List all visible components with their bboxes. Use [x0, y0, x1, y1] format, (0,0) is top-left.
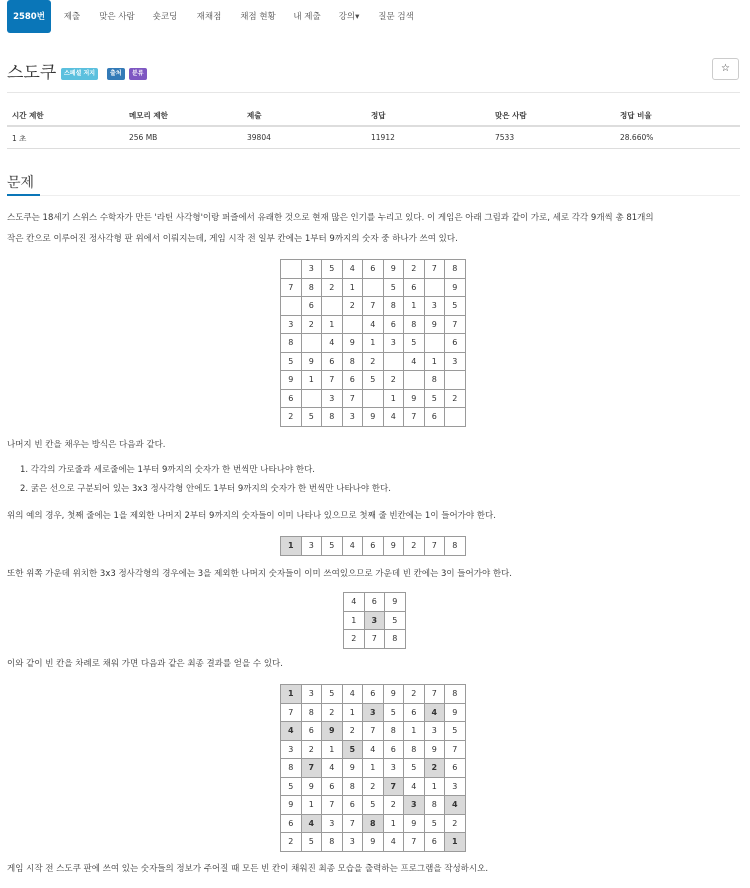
problem-title: 스도쿠 — [7, 63, 57, 83]
value-solvers: 7533 — [495, 133, 515, 142]
grid-cell: 4 — [322, 759, 343, 778]
grid-cell: 8 — [445, 537, 466, 556]
label-special-judge[interactable]: 스페셜 저지 — [61, 68, 98, 80]
grid-cell: 1 — [424, 352, 445, 371]
grid-cell: 5 — [404, 334, 425, 353]
grid-row — [281, 260, 466, 279]
grid-cell: 2 — [383, 796, 404, 815]
grid-cell: 9 — [281, 796, 302, 815]
grid-cell: 9 — [383, 260, 404, 279]
grid-cell: 9 — [342, 334, 363, 353]
grid-cell: 3 — [301, 537, 322, 556]
grid-cell: 1 — [404, 722, 425, 741]
grid-cell: 4 — [281, 722, 302, 741]
grid-cell: 5 — [301, 833, 322, 852]
section-underline — [7, 194, 40, 196]
grid-cell: 9 — [424, 740, 445, 759]
tab-rejudge[interactable]: 재채점 — [196, 12, 222, 22]
grid-cell: 5 — [322, 537, 343, 556]
grid-cell: 6 — [281, 814, 302, 833]
grid-cell: 4 — [301, 814, 322, 833]
grid-row — [281, 408, 466, 427]
grid-cell: 2 — [445, 389, 466, 408]
sudoku-solution-image — [280, 684, 466, 852]
box-example-image — [343, 592, 406, 649]
grid-cell: 3 — [281, 740, 302, 759]
grid-cell: 9 — [383, 537, 404, 556]
grid-cell: 7 — [322, 371, 343, 390]
grid-cell: 3 — [424, 722, 445, 741]
grid-cell: 3 — [363, 703, 384, 722]
problem-text-5: 이와 같이 빈 칸을 차례로 채워 가면 다음과 같은 최종 결과를 얻을 수 있다. — [7, 659, 283, 669]
value-memory-limit: 256 MB — [129, 133, 158, 142]
grid-row — [281, 759, 466, 778]
label-source[interactable]: 출처 — [107, 68, 125, 80]
grid-cell — [383, 352, 404, 371]
grid-cell: 9 — [322, 722, 343, 741]
tab-short-coding[interactable]: 숏코딩 — [152, 12, 178, 22]
grid-cell — [342, 315, 363, 334]
grid-cell: 4 — [342, 685, 363, 704]
grid-cell: 7 — [364, 630, 385, 649]
grid-cell: 4 — [363, 740, 384, 759]
grid-cell: 6 — [424, 408, 445, 427]
grid-cell: 7 — [445, 315, 466, 334]
grid-cell — [301, 334, 322, 353]
grid-cell: 1 — [301, 796, 322, 815]
grid-row — [281, 796, 466, 815]
grid-cell: 6 — [424, 833, 445, 852]
grid-cell: 9 — [363, 833, 384, 852]
grid-cell: 5 — [383, 703, 404, 722]
grid-cell: 4 — [322, 334, 343, 353]
tab-problem[interactable]: 2580번 — [7, 0, 51, 33]
grid-cell: 5 — [363, 796, 384, 815]
grid-row — [281, 537, 466, 556]
grid-cell: 1 — [342, 703, 363, 722]
grid-cell: 2 — [322, 703, 343, 722]
grid-cell: 6 — [364, 593, 385, 612]
grid-row — [344, 611, 406, 630]
grid-cell: 8 — [424, 796, 445, 815]
grid-row — [281, 278, 466, 297]
grid-cell: 7 — [301, 759, 322, 778]
grid-cell: 5 — [383, 278, 404, 297]
problem-text-6: 게임 시작 전 스도쿠 판에 쓰여 있는 숫자들의 정보가 주어질 때 모든 빈 칸이 채워진 최종 모습을 출력하는 프로그램을 작성하시오. — [7, 864, 489, 874]
grid-cell: 3 — [342, 408, 363, 427]
grid-row — [281, 371, 466, 390]
rule-item-2: 2. 굵은 선으로 구분되어 있는 3x3 정사각형 안에도 1부터 9까지의 숫자가 한 번씩만 나타나야 한다. — [20, 484, 391, 494]
grid-cell: 4 — [383, 833, 404, 852]
grid-cell: 8 — [404, 740, 425, 759]
grid-cell: 5 — [385, 611, 406, 630]
grid-cell: 7 — [383, 777, 404, 796]
grid-cell: 2 — [301, 315, 322, 334]
grid-cell: 2 — [344, 630, 365, 649]
grid-cell: 3 — [383, 334, 404, 353]
grid-cell — [445, 408, 466, 427]
grid-cell: 3 — [424, 297, 445, 316]
grid-cell: 4 — [363, 315, 384, 334]
grid-row — [281, 334, 466, 353]
grid-cell: 4 — [424, 703, 445, 722]
grid-cell — [404, 371, 425, 390]
grid-cell: 3 — [342, 833, 363, 852]
grid-cell: 8 — [322, 833, 343, 852]
grid-cell: 9 — [363, 408, 384, 427]
value-accepted: 11912 — [371, 133, 395, 142]
grid-cell: 7 — [424, 260, 445, 279]
grid-row — [344, 593, 406, 612]
grid-cell: 6 — [342, 371, 363, 390]
grid-row — [281, 389, 466, 408]
grid-row — [281, 315, 466, 334]
grid-cell — [301, 389, 322, 408]
grid-cell: 6 — [322, 777, 343, 796]
grid-cell: 1 — [445, 833, 466, 852]
grid-cell — [322, 297, 343, 316]
grid-cell: 4 — [404, 352, 425, 371]
grid-cell: 1 — [383, 389, 404, 408]
grid-cell: 1 — [424, 777, 445, 796]
problem-text-4: 또한 위쪽 가운데 위치한 3x3 정사각형의 경우에는 3을 제외한 나머지 숫자들이 이미 쓰여있으므로 가운데 빈 칸에는 3이 들어가야 한다. — [7, 569, 512, 579]
table-bottom-line — [7, 148, 740, 149]
grid-cell: 8 — [281, 334, 302, 353]
label-category[interactable]: 분류 — [129, 68, 147, 80]
grid-cell: 9 — [404, 814, 425, 833]
grid-cell: 7 — [363, 722, 384, 741]
grid-cell: 2 — [322, 278, 343, 297]
grid-cell: 2 — [404, 685, 425, 704]
grid-cell — [281, 260, 302, 279]
divider — [7, 92, 740, 93]
grid-cell: 2 — [424, 759, 445, 778]
grid-cell: 8 — [445, 260, 466, 279]
problem-text-1a: 스도쿠는 18세기 스위스 수학자가 만든 '라틴 사각형'이랑 퍼즐에서 유래한 것으로 현재 많은 인기를 누리고 있다. 이 게임은 아래 그림과 같이 가로, 세로 각각 9개씩 총 81개의 — [7, 213, 654, 223]
grid-cell — [424, 334, 445, 353]
grid-cell: 4 — [344, 593, 365, 612]
grid-cell: 7 — [404, 833, 425, 852]
header-submissions: 제출 — [247, 111, 262, 120]
grid-cell: 3 — [445, 777, 466, 796]
grid-cell: 5 — [404, 759, 425, 778]
grid-cell: 2 — [281, 833, 302, 852]
grid-cell: 2 — [404, 260, 425, 279]
grid-cell — [281, 297, 302, 316]
grid-cell: 7 — [281, 703, 302, 722]
grid-cell: 1 — [322, 315, 343, 334]
grid-cell: 8 — [301, 278, 322, 297]
grid-row — [281, 777, 466, 796]
grid-cell: 9 — [342, 759, 363, 778]
grid-cell: 3 — [322, 389, 343, 408]
table-header-line — [7, 125, 740, 127]
rule-item-1: 1. 각각의 가로줄과 세로줄에는 1부터 9까지의 숫자가 한 번씩만 나타나야 한다. — [20, 465, 315, 475]
header-ratio: 정답 비율 — [620, 111, 652, 120]
grid-cell: 4 — [383, 408, 404, 427]
grid-cell: 4 — [342, 537, 363, 556]
grid-row — [281, 814, 466, 833]
grid-cell: 5 — [301, 408, 322, 427]
grid-cell: 1 — [383, 814, 404, 833]
grid-cell — [363, 278, 384, 297]
grid-row — [281, 703, 466, 722]
grid-cell: 1 — [363, 334, 384, 353]
grid-cell: 1 — [363, 759, 384, 778]
grid-cell: 6 — [342, 796, 363, 815]
grid-cell: 6 — [301, 297, 322, 316]
grid-cell: 9 — [404, 389, 425, 408]
grid-cell: 6 — [383, 740, 404, 759]
grid-cell: 3 — [322, 814, 343, 833]
grid-cell: 5 — [424, 814, 445, 833]
grid-cell: 3 — [301, 260, 322, 279]
grid-cell: 5 — [445, 722, 466, 741]
grid-cell: 7 — [363, 297, 384, 316]
grid-cell: 2 — [445, 814, 466, 833]
grid-cell: 9 — [385, 593, 406, 612]
tab-solved-users[interactable]: 맞은 사람 — [99, 12, 135, 22]
value-ratio: 28.660% — [620, 133, 654, 142]
star-icon: ☆ — [721, 63, 730, 74]
section-divider — [40, 195, 740, 196]
grid-cell: 8 — [342, 352, 363, 371]
grid-cell: 7 — [404, 408, 425, 427]
grid-cell: 7 — [342, 389, 363, 408]
grid-cell: 5 — [281, 777, 302, 796]
grid-row — [281, 833, 466, 852]
grid-cell: 8 — [385, 630, 406, 649]
grid-row — [281, 352, 466, 371]
star-button[interactable] — [712, 58, 739, 80]
grid-cell: 2 — [281, 408, 302, 427]
value-time-limit: 1 초 — [12, 134, 27, 143]
grid-cell: 1 — [301, 371, 322, 390]
header-memory-limit: 메모리 제한 — [129, 111, 168, 120]
grid-cell: 8 — [445, 685, 466, 704]
grid-cell: 7 — [281, 278, 302, 297]
grid-cell: 6 — [363, 537, 384, 556]
problem-text-3: 위의 예의 경우, 첫째 줄에는 1을 제외한 나머지 2부터 9까지의 숫자들이 이미 나타나 있으므로 첫째 줄 빈칸에는 1이 들어가야 한다. — [7, 511, 496, 521]
problem-text-1b: 작은 칸으로 이루어진 정사각형 판 위에서 이뤄지는데, 게임 시작 전 일부 칸에는 1부터 9까지의 숫자 중 하나가 쓰여 있다. — [7, 234, 458, 244]
grid-cell: 1 — [281, 685, 302, 704]
grid-cell: 9 — [445, 703, 466, 722]
grid-cell: 9 — [301, 777, 322, 796]
grid-cell: 6 — [404, 703, 425, 722]
header-time-limit: 시간 제한 — [12, 111, 44, 120]
grid-cell: 6 — [281, 389, 302, 408]
grid-cell: 3 — [364, 611, 385, 630]
grid-cell: 5 — [424, 389, 445, 408]
section-title-problem: 문제 — [7, 175, 35, 191]
grid-cell: 1 — [404, 297, 425, 316]
grid-cell: 1 — [344, 611, 365, 630]
grid-cell — [363, 389, 384, 408]
grid-cell: 6 — [383, 315, 404, 334]
tab-submit[interactable]: 제출 — [63, 12, 81, 22]
grid-cell: 9 — [301, 352, 322, 371]
grid-cell: 7 — [424, 685, 445, 704]
grid-cell: 2 — [363, 352, 384, 371]
grid-row — [281, 685, 466, 704]
grid-cell: 8 — [404, 315, 425, 334]
tab-lectures[interactable]: 강의▾ — [338, 12, 360, 22]
grid-cell: 2 — [342, 297, 363, 316]
grid-cell: 4 — [404, 777, 425, 796]
grid-cell: 7 — [424, 537, 445, 556]
grid-cell: 9 — [445, 278, 466, 297]
grid-cell: 3 — [404, 796, 425, 815]
grid-cell: 7 — [342, 814, 363, 833]
grid-cell: 9 — [281, 371, 302, 390]
grid-cell: 8 — [301, 703, 322, 722]
grid-cell: 2 — [363, 777, 384, 796]
grid-cell: 4 — [445, 796, 466, 815]
grid-row — [281, 740, 466, 759]
grid-cell: 6 — [363, 685, 384, 704]
tab-status[interactable]: 채점 현황 — [240, 12, 276, 22]
grid-cell: 5 — [363, 371, 384, 390]
problem-nav — [0, 0, 750, 38]
header-solvers: 맞은 사람 — [495, 111, 527, 120]
grid-cell: 3 — [301, 685, 322, 704]
grid-cell: 9 — [383, 685, 404, 704]
tab-my-submissions[interactable]: 내 제출 — [293, 12, 321, 22]
grid-cell: 1 — [322, 740, 343, 759]
grid-cell: 6 — [404, 278, 425, 297]
grid-cell: 2 — [342, 722, 363, 741]
grid-cell: 1 — [342, 278, 363, 297]
grid-cell: 6 — [363, 260, 384, 279]
grid-cell: 3 — [383, 759, 404, 778]
grid-cell: 2 — [383, 371, 404, 390]
sudoku-puzzle-image — [280, 259, 466, 427]
grid-cell: 7 — [445, 740, 466, 759]
grid-cell: 8 — [383, 722, 404, 741]
tab-question-search[interactable]: 질문 검색 — [378, 12, 414, 22]
grid-cell: 5 — [322, 260, 343, 279]
grid-row — [281, 297, 466, 316]
grid-cell: 6 — [322, 352, 343, 371]
grid-cell: 8 — [363, 814, 384, 833]
grid-cell: 8 — [424, 371, 445, 390]
grid-cell: 5 — [281, 352, 302, 371]
grid-cell: 5 — [322, 685, 343, 704]
grid-cell: 6 — [445, 334, 466, 353]
grid-row — [344, 630, 406, 649]
header-accepted: 정답 — [371, 111, 386, 120]
grid-cell: 3 — [281, 315, 302, 334]
grid-cell: 1 — [281, 537, 302, 556]
value-submissions: 39804 — [247, 133, 271, 142]
grid-cell: 6 — [301, 722, 322, 741]
grid-cell — [424, 278, 445, 297]
grid-cell: 2 — [301, 740, 322, 759]
grid-cell: 5 — [342, 740, 363, 759]
grid-cell: 8 — [342, 777, 363, 796]
grid-cell: 4 — [342, 260, 363, 279]
grid-row — [281, 722, 466, 741]
grid-cell: 2 — [404, 537, 425, 556]
grid-cell: 3 — [445, 352, 466, 371]
grid-cell: 7 — [322, 796, 343, 815]
problem-text-2: 나머지 빈 칸을 채우는 방식은 다음과 같다. — [7, 440, 166, 450]
grid-cell — [445, 371, 466, 390]
grid-cell: 8 — [322, 408, 343, 427]
grid-cell: 9 — [424, 315, 445, 334]
grid-cell: 8 — [383, 297, 404, 316]
grid-cell: 6 — [445, 759, 466, 778]
grid-cell: 5 — [445, 297, 466, 316]
grid-cell: 8 — [281, 759, 302, 778]
row-example-image — [280, 536, 466, 556]
